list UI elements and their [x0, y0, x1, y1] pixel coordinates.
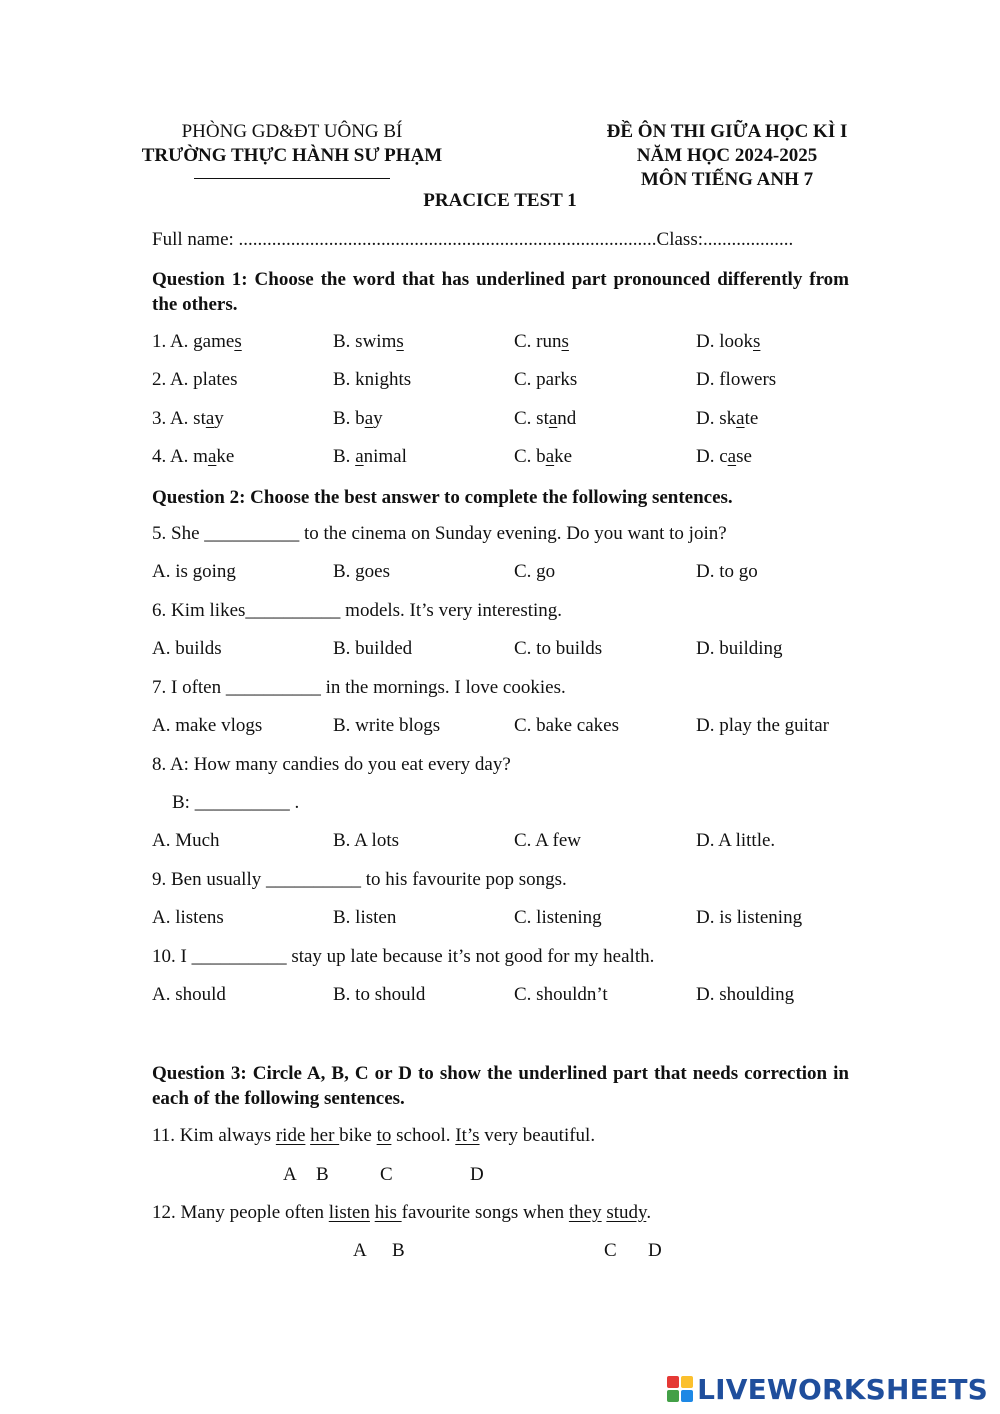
option-a: 3. A. stay — [152, 408, 224, 429]
school-year: NĂM HỌC 2024-2025 — [636, 145, 818, 166]
option-a: A. should — [152, 984, 226, 1005]
answer-letter-c: C — [604, 1240, 617, 1261]
option-c: C. runs — [514, 331, 569, 352]
option-c: C. go — [514, 561, 556, 582]
question-6-options — [152, 638, 852, 664]
option-b: B. A lots — [333, 830, 399, 851]
question-2-heading: Question 2: Choose the best answer to complete the following sentences. — [152, 487, 733, 508]
underlined-part-c: to — [376, 1125, 392, 1146]
option-a: A. make vlogs — [152, 715, 263, 736]
option-c: C. shouldn’t — [514, 984, 608, 1005]
option-b: B. listen — [333, 907, 397, 928]
question-9-options — [152, 907, 852, 933]
answer-letter-b: B — [316, 1164, 329, 1185]
option-d: D. shoulding — [696, 984, 795, 1005]
option-c: C. stand — [514, 408, 577, 429]
answer-letter-b: B — [392, 1240, 405, 1261]
option-a: A. builds — [152, 638, 222, 659]
question-1-heading: Question 1: Choose the word that has underlined part pronounced differently from the others. — [152, 269, 849, 315]
question-1-item — [152, 331, 852, 357]
question-11-sentence: 11. Kim always ride her bike to school. It’s very beautiful. — [152, 1125, 596, 1146]
option-b: B. bay — [333, 408, 383, 429]
question-4-item — [152, 446, 852, 472]
underlined-part-b: her — [310, 1125, 340, 1146]
answer-letter-d: D — [470, 1164, 484, 1185]
exam-header — [592, 120, 862, 192]
question-8-options — [152, 830, 852, 856]
option-a: 4. A. make — [152, 446, 235, 467]
question-8-stem: 8. A: How many candies do you eat every day? — [152, 754, 511, 775]
question-3-heading: Question 3: Circle A, B, C or D to show the underlined part that needs correction in each of the following sentences. — [152, 1063, 849, 1109]
option-c: C. bake cakes — [514, 715, 619, 736]
option-d: D. play the guitar — [696, 715, 829, 736]
question-5-stem: 5. She __________ to the cinema on Sunday evening. Do you want to join? — [152, 523, 727, 544]
answer-letter-a: A — [283, 1164, 297, 1185]
question-10-stem: 10. I __________ stay up late because it’s not good for my health. — [152, 946, 655, 967]
question-7-stem: 7. I often __________ in the mornings. I love cookies. — [152, 677, 566, 698]
brand-name: LIVEWORKSHEETS — [697, 1372, 988, 1406]
liveworksheets-logo — [667, 1372, 988, 1406]
underlined-part-a: listen — [328, 1202, 370, 1223]
option-d: D. A little. — [696, 830, 776, 851]
answer-letter-c: C — [380, 1164, 393, 1185]
option-d: D. building — [696, 638, 783, 659]
option-d: D. looks — [696, 331, 761, 352]
question-9-stem: 9. Ben usually __________ to his favourite pop songs. — [152, 869, 567, 890]
underlined-part-d: study — [606, 1202, 647, 1223]
option-d: D. flowers — [696, 369, 777, 390]
question-7-options — [152, 715, 852, 741]
option-c: C. A few — [514, 830, 582, 851]
question-12-sentence: 12. Many people often listen his favourite songs when they study. — [152, 1202, 652, 1223]
question-10-options — [152, 984, 852, 1010]
question-2-item — [152, 369, 852, 395]
option-a: A. listens — [152, 907, 224, 928]
subject: MÔN TIẾNG ANH 7 — [640, 169, 814, 190]
fullname-class-line: Full name: ........................................................................................Class:................... — [152, 229, 794, 250]
option-b: B. knights — [333, 369, 412, 390]
school-name: TRƯỜNG THỰC HÀNH SƯ PHẠM — [141, 145, 443, 166]
liveworksheets-icon — [667, 1376, 693, 1402]
option-a: A. Much — [152, 830, 220, 851]
option-a: A. is going — [152, 561, 236, 582]
page-title: PRACICE TEST 1 — [423, 190, 577, 211]
option-c: C. bake — [514, 446, 573, 467]
option-c: C. parks — [514, 369, 578, 390]
option-b: B. goes — [333, 561, 390, 582]
option-a: 2. A. plates — [152, 369, 238, 390]
header-divider — [194, 178, 390, 179]
question-3-item — [152, 408, 852, 434]
option-d: D. to go — [696, 561, 758, 582]
option-d: D. skate — [696, 408, 759, 429]
underlined-part-c: they — [568, 1202, 602, 1223]
question-8-stem-b: B: __________ . — [172, 792, 300, 813]
answer-letter-a: A — [353, 1240, 367, 1261]
option-b: B. to should — [333, 984, 426, 1005]
option-b: B. builded — [333, 638, 413, 659]
underlined-part-a: ride — [275, 1125, 306, 1146]
option-c: C. to builds — [514, 638, 603, 659]
option-a: 1. A. games — [152, 331, 242, 352]
option-d: D. case — [696, 446, 752, 467]
school-header — [130, 120, 454, 179]
exam-title: ĐỀ ÔN THI GIỮA HỌC KÌ I — [606, 121, 848, 142]
answer-letter-d: D — [648, 1240, 662, 1261]
underlined-part-d: It’s — [455, 1125, 480, 1146]
underlined-part-b: his — [374, 1202, 402, 1223]
question-5-options — [152, 561, 852, 587]
department-name: PHÒNG GD&ĐT UÔNG BÍ — [181, 121, 403, 142]
option-b: B. animal — [333, 446, 407, 467]
option-b: B. swims — [333, 331, 404, 352]
option-b: B. write blogs — [333, 715, 441, 736]
option-c: C. listening — [514, 907, 602, 928]
question-6-stem: 6. Kim likes__________ models. It’s very interesting. — [152, 600, 563, 621]
option-d: D. is listening — [696, 907, 803, 928]
